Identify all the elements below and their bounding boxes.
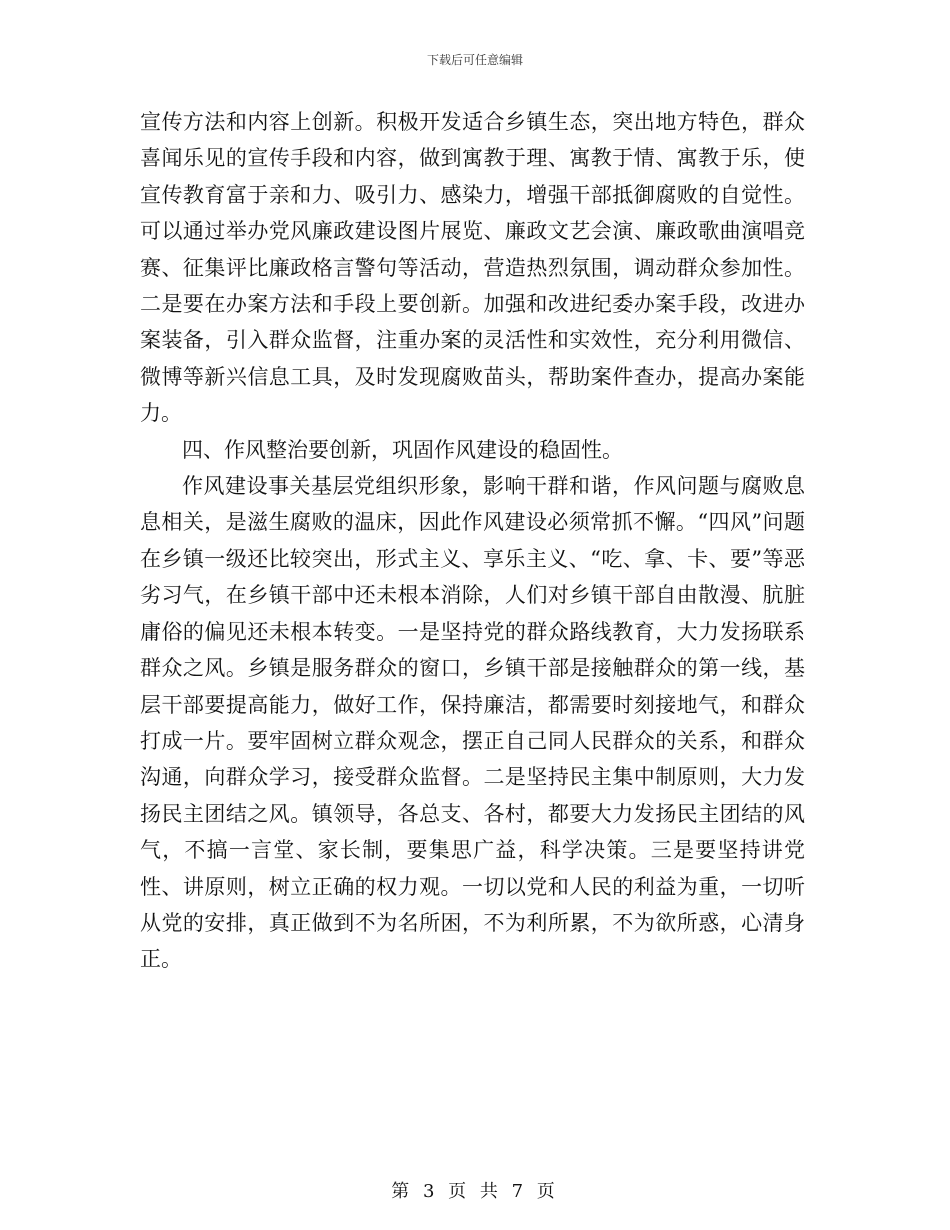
document-body (140, 104, 805, 978)
paragraph-style-rectification: 作风建设事关基层党组织形象，影响干群和谐，作风问题与腐败息息相关，是滋生腐败的温床，因此作风建设必须常抓不懈。“四风”问题在乡镇一级还比较突出，形式主义、享乐主义、“吃、拿、卡、要”等恶劣习气，在乡镇干部中还未根本消除，人们对乡镇干部自由散漫、肮脏庸俗的偏见还未根本转变。一是坚持党的群众路线教育，大力发扬联系群众之风。乡镇是服务群众的窗口，乡镇干部是接触群众的第一线，基层干部要提高能力，做好工作，保持廉洁，都需要时刻接地气，和群众打成一片。要牢固树立群众观念，摆正自己同人民群众的关系，和群众沟通，向群众学习，接受群众监督。二是坚持民主集中制原则，大力发扬民主团结之风。镇领导，各总支、各村，都要大力发扬民主团结的风气，不搞一言堂、家长制，要集思广益，科学决策。三是要坚持讲党性、讲原则，树立正确的权力观。一切以党和人民的利益为重，一切听从党的安排，真正做到不为名所困，不为利所累，不为欲所惑，心清身正。 (140, 474, 805, 972)
paragraph-continued: 宣传方法和内容上创新。积极开发适合乡镇生态，突出地方特色，群众喜闻乐见的宣传手段和内容，做到寓教于理、寓教于情、寓教于乐，使宣传教育富于亲和力、吸引力、感染力，增强干部抵御腐败的自觉性。可以通过举办党风廉政建设图片展览、廉政文艺会演、廉政歌曲演唱竞赛、征集评比廉政格言警句等活动，营造热烈氛围，调动群众参加性。二是要在办案方法和手段上要创新。加强和改进纪委办案手段，改进办案装备，引入群众监督，注重办案的灵活性和实效性，充分利用微信、微博等新兴信息工具，及时发现腐败苗头，帮助案件查办，提高办案能力。 (140, 110, 805, 426)
page-header: 下载后可任意编辑 (426, 53, 523, 67)
page-footer: 第 3 页 共 7 页 (391, 1181, 559, 1202)
section-heading: 四、作风整治要创新，巩固作风建设的稳固性。 (182, 437, 623, 462)
